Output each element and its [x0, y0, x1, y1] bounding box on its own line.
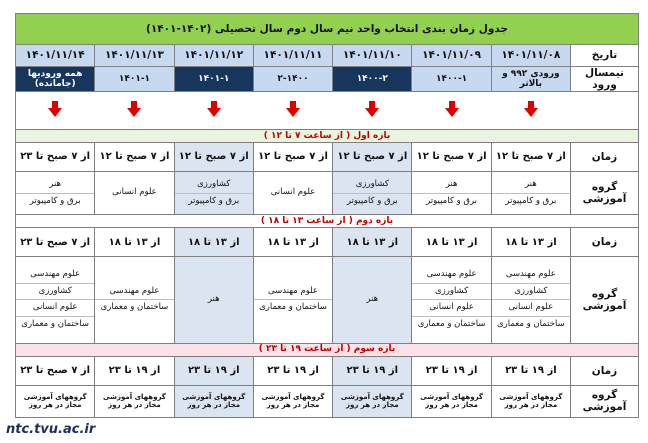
time-cell: از ۱۹ تا ۲۳: [174, 356, 253, 385]
entry-cell: همه ورودیها (جامانده): [16, 67, 95, 92]
group-cell: علوم مهندسی کشاورزی علوم انسانی ساختمان و معماری: [412, 257, 491, 343]
down-arrow-icon: [444, 101, 460, 117]
schedule-table: [15, 13, 639, 418]
group-cell: گروههای آموزشی مجاز در هر روز: [95, 385, 174, 417]
time-cell: از ۷ صبح تا ۲۳: [16, 356, 95, 385]
band2-group-row: [16, 257, 639, 343]
time-cell: از ۱۹ تا ۲۳: [412, 356, 491, 385]
group-cell: گروههای آموزشی مجاز در هر روز: [174, 385, 253, 417]
group-cell: علوم انسانی: [253, 172, 332, 215]
time-cell: از ۷ صبح تا ۲۳: [16, 228, 95, 257]
group-label: گروه آموزشی: [571, 385, 639, 417]
time-label: زمان: [571, 143, 639, 172]
time-cell: از ۱۳ تا ۱۸: [95, 228, 174, 257]
time-label: زمان: [571, 356, 639, 385]
down-arrow-icon: [47, 101, 63, 117]
group-cell: هنر: [333, 257, 412, 343]
date-label: تاریخ: [571, 45, 639, 67]
schedule-sheet: [15, 13, 639, 418]
time-cell: از ۷ صبح تا ۲۳: [16, 143, 95, 172]
time-label: زمان: [571, 228, 639, 257]
time-cell: از ۱۳ تا ۱۸: [253, 228, 332, 257]
group-label: گروه آموزشی: [571, 172, 639, 215]
entry-cell: ۱۴۰۰-۱: [412, 67, 491, 92]
time-cell: از ۷ صبح تا ۱۲: [95, 143, 174, 172]
entry-cell: ۱۴۰۱-۱: [174, 67, 253, 92]
group-cell: علوم مهندسی ساختمان و معماری: [95, 257, 174, 343]
group-label: گروه آموزشی: [571, 257, 639, 343]
down-arrow-icon: [523, 101, 539, 117]
band-second-title: بازه دوم ( از ساعت ۱۳ تا ۱۸ ): [16, 215, 639, 228]
time-cell: از ۷ صبح تا ۱۲: [174, 143, 253, 172]
date-cell: ۱۴۰۱/۱۱/۱۴: [16, 45, 95, 67]
group-cell: هنر برق و کامپیوتر: [491, 172, 570, 215]
down-arrow-icon: [364, 101, 380, 117]
date-cell: ۱۴۰۱/۱۱/۰۸: [491, 45, 570, 67]
time-cell: از ۱۹ تا ۲۳: [333, 356, 412, 385]
date-row: [16, 45, 639, 67]
group-cell: گروههای آموزشی مجاز در هر روز: [16, 385, 95, 417]
band-first-title: بازه اول ( از ساعت ۷ تا ۱۲ ): [16, 130, 639, 143]
group-cell: علوم مهندسی ساختمان و معماری: [253, 257, 332, 343]
date-cell: ۱۴۰۱/۱۱/۱۰: [333, 45, 412, 67]
entry-cell: ۱۴۰۰-۲: [333, 67, 412, 92]
group-cell: علوم انسانی: [95, 172, 174, 215]
time-cell: از ۱۳ تا ۱۸: [174, 228, 253, 257]
down-arrow-icon: [285, 101, 301, 117]
time-cell: از ۷ صبح تا ۱۲: [253, 143, 332, 172]
date-cell: ۱۴۰۱/۱۱/۱۳: [95, 45, 174, 67]
band2-time-row: [16, 228, 639, 257]
group-cell: گروههای آموزشی مجاز در هر روز: [333, 385, 412, 417]
group-cell: هنر برق و کامپیوتر: [412, 172, 491, 215]
band-third-title: بازه سوم ( از ساعت ۱۹ تا ۲۳ ): [16, 343, 639, 356]
entry-cell: ۲-۱۴۰۰: [253, 67, 332, 92]
group-cell: هنر برق و کامپیوتر: [16, 172, 95, 215]
group-cell: علوم مهندسی کشاورزی علوم انسانی ساختمان و معماری: [491, 257, 570, 343]
time-cell: از ۱۳ تا ۱۸: [333, 228, 412, 257]
band3-group-row: [16, 385, 639, 417]
group-cell: کشاورزی برق و کامپیوتر: [333, 172, 412, 215]
date-cell: ۱۴۰۱/۱۱/۰۹: [412, 45, 491, 67]
entry-label: نیمسال ورود: [571, 67, 639, 92]
band1-group-row: [16, 172, 639, 215]
time-cell: از ۱۹ تا ۲۳: [491, 356, 570, 385]
site-watermark: ntc.tvu.ac.ir: [6, 422, 96, 437]
date-cell: ۱۴۰۱/۱۱/۱۱: [253, 45, 332, 67]
band1-time-row: [16, 143, 639, 172]
down-arrow-icon: [126, 101, 142, 117]
group-cell: گروههای آموزشی مجاز در هر روز: [412, 385, 491, 417]
group-cell: گروههای آموزشی مجاز در هر روز: [491, 385, 570, 417]
group-cell: علوم مهندسی کشاورزی علوم انسانی ساختمان و معماری: [16, 257, 95, 343]
entry-cell: ورودی ۹۹۲ و بالاتر: [491, 67, 570, 92]
page-title: جدول زمان بندی انتخاب واحد نیم سال دوم سال تحصیلی (۱۴۰۲-۱۴۰۱): [16, 14, 639, 45]
entry-row: [16, 67, 639, 92]
group-cell: هنر: [174, 257, 253, 343]
time-cell: از ۷ صبح تا ۱۲: [412, 143, 491, 172]
entry-cell: ۱۴۰۱-۱: [95, 67, 174, 92]
time-cell: از ۱۹ تا ۲۳: [95, 356, 174, 385]
time-cell: از ۱۹ تا ۲۳: [253, 356, 332, 385]
group-cell: گروههای آموزشی مجاز در هر روز: [253, 385, 332, 417]
time-cell: از ۱۳ تا ۱۸: [412, 228, 491, 257]
time-cell: از ۷ صبح تا ۱۲: [491, 143, 570, 172]
date-cell: ۱۴۰۱/۱۱/۱۲: [174, 45, 253, 67]
band3-time-row: [16, 356, 639, 385]
down-arrow-icon: [206, 101, 222, 117]
time-cell: از ۱۳ تا ۱۸: [491, 228, 570, 257]
group-cell: کشاورزی برق و کامپیوتر: [174, 172, 253, 215]
time-cell: از ۷ صبح تا ۱۲: [333, 143, 412, 172]
arrow-row: [16, 92, 639, 130]
